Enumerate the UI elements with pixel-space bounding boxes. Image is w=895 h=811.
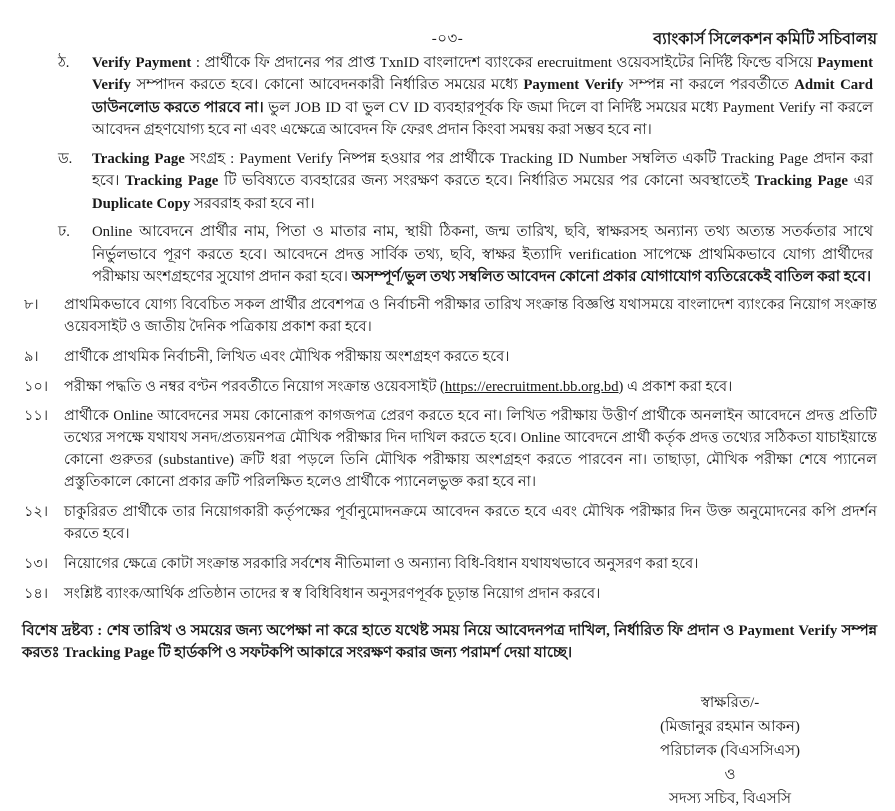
body-text: প্রদান করা হবে। bbox=[92, 150, 874, 190]
clause-number: ৯। bbox=[24, 348, 39, 365]
emphasis-term: Tracking Page bbox=[92, 150, 185, 167]
signature-line: পরিচালক (বিএসসিএস) bbox=[659, 743, 801, 760]
latin-term: Tracking ID Number bbox=[499, 150, 628, 167]
body-text: এর bbox=[847, 173, 873, 190]
body-text: আবেদনের সময় কোনোরূপ কাগজপত্র প্রেরণ করতে হবে না। লিখিত পরীক্ষায় উত্তীর্ণ প্রার্থীকে অনলাইন আবেদনে প্রদত্ত প্রতিটি তথ্যের সপক্ষে যথাযথ সনদ/প্রত্যয়নপত্র মৌখিক পরীক্ষার দিন দাখিল করতে হবে। bbox=[64, 408, 877, 447]
clause-text bbox=[64, 347, 877, 369]
clause-marker: ঠ. bbox=[58, 55, 70, 71]
signature-line: সদস্য সচিব, বিএসসি bbox=[668, 791, 792, 808]
clause-number: ১১। bbox=[24, 408, 49, 425]
body-text: ) ক্রটি ধরা পড়লে তিনি মৌখিক পরীক্ষায় অংশগ্রহণ করতে পারবেন না। তাছাড়া, মৌখিক পরীক্ষা শেষে প্যানেল প্রস্তুতিকালে কোনো প্রকার ক্রটি পরিলক্ষিত হলেও প্রার্থীকে প্যানেলভুক্ত করা হবে না। bbox=[64, 452, 877, 491]
emphasis-term: Payment Verify bbox=[92, 55, 873, 94]
body-text: নিয়োগের ক্ষেত্রে কোটা সংক্রান্ত সরকারি সর্বশেষ নীতিমালা ও অন্যান্য বিধি-বিধান যথাযথভাবে অনুসরণ করা হবে। bbox=[64, 555, 699, 572]
emphasis-text: বিশেষ দ্রষ্টব্য : শেষ তারিখ ও সময়ের জন্য অপেক্ষা না করে হাতে যথেষ্ট সময় নিয়ে আবেদনপত্র দাখিল, নির্ধারিত ফি প্রদান ও bbox=[22, 622, 739, 639]
website-link[interactable]: https://erecruitment.bb.org.bd bbox=[444, 378, 619, 395]
body-text: বাংলাদেশ ব্যাংকের bbox=[419, 55, 538, 71]
numbered-clause bbox=[0, 295, 877, 339]
latin-term: CV ID bbox=[388, 99, 430, 116]
emphasis-term: Admit Card bbox=[794, 77, 873, 94]
body-text: আবেদনে প্রার্থী কর্তৃক প্রদত্ত তথ্যের সঠিকতা যাচাইয়ান্তে কোনো গুরুতর ( bbox=[64, 430, 877, 469]
clause-marker: ড. bbox=[58, 150, 73, 167]
body-text: ওয়েবসাইটের নির্দিষ্ট ফিল্ডে বসিয়ে bbox=[611, 55, 818, 71]
body-text: প্রার্থীকে প্রাথমিক নির্বাচনী, লিখিত এবং মৌখিক পরীক্ষায় অংশগ্রহণ করতে হবে। bbox=[64, 348, 510, 365]
latin-term: Payment Verify bbox=[722, 99, 816, 116]
body-text: সাপেক্ষে প্রাথমিকভাবে যোগ্য প্রার্থীদের পরীক্ষায় অংশগ্রহণের সুযোগ প্রদান করা হবে। bbox=[92, 246, 873, 286]
signature-block bbox=[580, 691, 880, 811]
clause-number: ১০। bbox=[24, 378, 49, 395]
clause-text bbox=[92, 221, 877, 288]
numbered-clause bbox=[0, 406, 877, 494]
emphasis-term: Tracking Page bbox=[124, 173, 219, 190]
lettered-clause bbox=[0, 221, 877, 288]
body-text: সম্বলিত একটি bbox=[627, 150, 722, 167]
clause-number: ৮। bbox=[24, 296, 39, 313]
latin-term: Online bbox=[520, 430, 561, 447]
body-text: প্রার্থীকে bbox=[64, 408, 114, 425]
clause-text bbox=[64, 295, 877, 339]
signature-line: (মিজানুর রহমান আকন) bbox=[660, 719, 800, 736]
latin-term: Online bbox=[113, 408, 154, 425]
lettered-clause bbox=[0, 148, 877, 215]
clause-text bbox=[64, 377, 877, 399]
lettered-clause bbox=[0, 52, 877, 142]
document-header bbox=[0, 0, 895, 52]
emphasis-text: অসম্পূর্ণ/ভুল তথ্য সম্বলিত আবেদন কোনো প্রকার যোগাযোগ ব্যতিরেকেই বাতিল করা হবে। bbox=[351, 269, 872, 286]
lettered-clause-list bbox=[0, 52, 895, 289]
latin-term: TxnID bbox=[379, 55, 420, 71]
emphasis-term: Payment Verify bbox=[738, 622, 838, 639]
numbered-clause bbox=[0, 502, 877, 546]
clause-number: ১২। bbox=[24, 503, 49, 520]
clause-number: ১৩। bbox=[24, 555, 49, 572]
emphasis-text: ডাউনলোড করতে পারবে না। bbox=[92, 99, 269, 116]
body-text: আবেদনে প্রার্থীর নাম, পিতা ও মাতার নাম, স্থায়ী ঠিকনা, জন্ম তারিখ, ছবি, স্বাক্ষরসহ অন্যান্য তথ্য অত্যন্ত সতর্কতার সাথে নির্ভুলভাবে পূরণ করতে হবে। আবেদনে প্রদত্ত সার্বিক তথ্য, ছবি, স্বাক্ষর ইত্যাদি bbox=[92, 224, 873, 263]
body-text: টি ভবিষ্যতে ব্যবহারের জন্য সংরক্ষণ করতে হবে। নির্ধারিত সময়ের পর কোনো অবস্থাতেই bbox=[218, 173, 755, 190]
body-text: চাকুরিরত প্রার্থীকে তার নিয়োগকারী কর্তৃপক্ষের পূর্বানুমোদনক্রমে আবেদন করতে হবে এবং মৌখিক পরীক্ষার দিন উক্ত অনুমোদনের কপি প্রদর্শন করতে হবে। bbox=[64, 503, 877, 542]
signature-line: স্বাক্ষরিত/- bbox=[700, 695, 760, 712]
clause-text bbox=[64, 502, 877, 546]
body-text: সংশ্লিষ্ট ব্যাংক/আর্থিক প্রতিষ্ঠান তাদের স্ব স্ব বিধিবিধান অনুসরণপূর্বক চূড়ান্ত নিয়োগ প্রদান করবে। bbox=[64, 585, 601, 602]
emphasis-term: Duplicate Copy bbox=[92, 195, 191, 212]
body-text: বা ভুল bbox=[340, 99, 389, 116]
numbered-clause bbox=[0, 554, 877, 576]
latin-term: JOB ID bbox=[294, 99, 341, 116]
clause-text bbox=[64, 554, 877, 576]
emphasis-term: Tracking Page bbox=[754, 173, 848, 190]
body-text: সম্পন্ন না করলে পরবর্তীতে bbox=[623, 77, 795, 94]
body-text: নিষ্পন্ন হওয়ার পর প্রার্থীকে bbox=[333, 150, 500, 167]
emphasis-text: টি হার্ডকপি ও সফটকপি আকারে সংরক্ষণ করার জন্য পরামর্শ দেয়া যাচ্ছে। bbox=[154, 645, 573, 662]
special-note bbox=[22, 620, 877, 666]
emphasis-term: Payment Verify bbox=[523, 77, 624, 94]
body-text: প্রাথমিকভাবে যোগ্য বিবেচিত সকল প্রার্থীর প্রবেশপত্র ও নির্বাচনী পরীক্ষার তারিখ সংক্রান্ত বিজ্ঞপ্তি যথাসময়ে বাংলাদেশ ব্যাংকের নিয়োগ সংক্রান্ত ওয়েবসাইট ও জাতীয় দৈনিক পত্রিকায় প্রকাশ করা হবে। bbox=[64, 296, 877, 335]
body-text: : প্রার্থীকে ফি প্রদানের পর প্রাপ্ত bbox=[191, 55, 380, 71]
office-name-heading: ব্যাংকার্স সিলেকশন কমিটি সচিবালয় bbox=[653, 31, 877, 48]
latin-term: substantive bbox=[163, 452, 230, 469]
body-text: ব্যবহারপূর্বক ফি জমা দিলে বা নির্দিষ্ট সময়ের মধ্যে bbox=[429, 99, 723, 116]
emphasis-text: সম্পন্ন করতঃ bbox=[22, 622, 877, 662]
body-text: সরবরাহ করা হবে না। bbox=[190, 195, 315, 212]
numbered-clause bbox=[0, 347, 877, 369]
latin-term: Tracking Page bbox=[721, 150, 809, 167]
latin-term: erecruitment bbox=[537, 55, 612, 71]
body-text: সংগ্রহ : bbox=[184, 150, 240, 167]
latin-term: Payment Verify bbox=[239, 150, 333, 167]
body-text: সম্পাদন করতে হবে। কোনো আবেদনকারী নির্ধারিত সময়ের মধ্যে bbox=[130, 77, 524, 94]
numbered-clause-list bbox=[0, 295, 895, 606]
numbered-clause bbox=[0, 584, 877, 606]
clause-number: ১৪। bbox=[24, 585, 49, 602]
clause-text bbox=[92, 52, 877, 142]
numbered-clause bbox=[0, 377, 877, 399]
emphasis-term: Verify Payment bbox=[92, 55, 192, 71]
clause-text bbox=[64, 406, 877, 494]
body-text: না করলে আবেদন গ্রহণযোগ্য হবে না এবং এক্ষেত্রে আবেদন ফি ফেরৎ প্রদান কিংবা সমন্বয় করা সম্ভব হবে না। bbox=[92, 99, 873, 139]
body-text: ভুল bbox=[268, 99, 295, 116]
body-text: পরীক্ষা পদ্ধতি ও নম্বর বণ্টন পরবর্তীতে নিয়োগ সংক্রান্ত ওয়েবসাইট ( bbox=[64, 378, 445, 395]
emphasis-term: Tracking Page bbox=[63, 645, 155, 662]
clause-marker: ঢ. bbox=[58, 224, 70, 241]
clause-text bbox=[92, 148, 877, 215]
page-number: -০৩- bbox=[431, 31, 464, 47]
body-text: ) এ প্রকাশ করা হবে। bbox=[618, 378, 733, 395]
latin-term: Online bbox=[92, 224, 133, 241]
clause-text bbox=[64, 584, 877, 606]
latin-term: verification bbox=[568, 246, 637, 263]
signature-line: ও bbox=[724, 767, 736, 784]
